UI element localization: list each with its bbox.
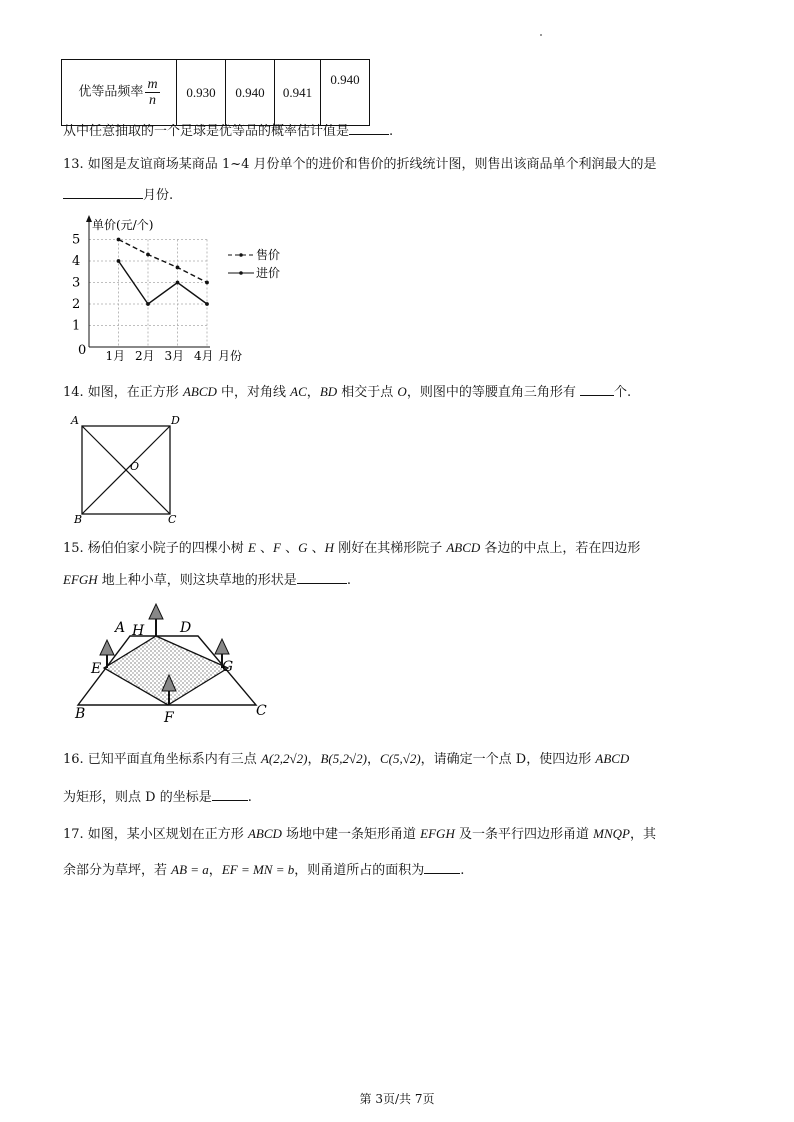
trapezoid-yard-diagram: [70, 598, 280, 726]
q15-text: [63, 540, 640, 557]
math-ef-eq-mn-eq-b: EF = MN = b: [221, 862, 295, 877]
q15-suffix: 各边的中点上，若在四边形: [480, 541, 641, 556]
label-b: B: [74, 513, 83, 526]
q15-mid: 刚好在其梯形院子: [334, 541, 447, 556]
value-cell: 0.941: [275, 60, 321, 126]
label-e: E: [91, 661, 102, 677]
label-o: O: [130, 460, 140, 473]
q17-end: .: [460, 863, 465, 878]
math-bd: BD: [319, 384, 338, 399]
point-b: B(5,2√2): [320, 751, 367, 766]
frac-denominator: n: [149, 93, 156, 108]
y-tick-label: 5: [72, 232, 81, 248]
q15-sep3: 、: [307, 541, 325, 556]
answer-blank: [580, 383, 614, 396]
data-point: [205, 302, 209, 306]
math-mnqp: MNQP: [593, 826, 630, 841]
q17-sep: ，: [208, 863, 222, 878]
label-b: B: [75, 706, 86, 722]
q16-line2: [63, 788, 252, 806]
table-row: [62, 60, 370, 126]
value-cell: 0.930: [177, 60, 226, 126]
q15-prefix: 15. 杨伯伯家小院子的四棵小树: [63, 541, 248, 556]
label-g: G: [222, 659, 234, 675]
point-c: C(5,√2): [379, 751, 421, 766]
math-abcd: ABCD: [247, 826, 282, 841]
q16-end: .: [247, 790, 252, 805]
q15-sep2: 、: [281, 541, 299, 556]
price-line-chart: [58, 212, 281, 368]
math-abcd: ABCD: [595, 751, 630, 766]
q13-text: 13. 如图是友谊商场某商品 1~4 月份单个的进价和售价的折线统计图，则售出该商品单个利润最大的是: [63, 157, 657, 172]
q14-mid1: 中，对角线: [216, 385, 291, 400]
x-axis-label: 月份: [218, 349, 243, 363]
q17-line2: [63, 861, 464, 879]
y-tick-label: 3: [72, 275, 81, 291]
math-f: F: [273, 540, 281, 555]
q16-line2-text: 为矩形，则点 D 的坐标是: [63, 790, 212, 805]
label-a: A: [71, 414, 79, 427]
data-point: [146, 302, 150, 306]
q17-line2-text: 余部分为草坪，若: [63, 863, 172, 878]
y-tick-label: 2: [72, 297, 81, 312]
math-e: E: [247, 540, 256, 555]
x-tick-label: 2月: [135, 349, 155, 363]
q13-line2: [63, 186, 173, 204]
q13-end: 月份.: [143, 188, 174, 203]
label-d: D: [171, 414, 180, 427]
q16-prefix: 16. 已知平面直角坐标系内有三点: [63, 752, 261, 767]
q16-text: [63, 751, 629, 768]
q12-end: .: [389, 124, 394, 139]
data-point: [117, 259, 121, 263]
answer-blank: [297, 571, 347, 584]
q12-text: 从中任意抽取的一个足球是优等品的概率估计值是: [63, 124, 350, 139]
q12-tail: [63, 122, 393, 140]
q17-prefix: 17. 如图，某小区规划在正方形: [63, 827, 248, 842]
legend-marker-buy: [239, 271, 243, 275]
page-footer: 第 3页/共 7页: [359, 1092, 435, 1106]
data-point: [176, 266, 180, 270]
legend-label-buy: 进价: [256, 266, 281, 280]
label-h: H: [132, 623, 145, 639]
q14-sep: ，: [306, 385, 320, 400]
q15-line2: [63, 571, 351, 589]
q14-mid2: 相交于点: [337, 385, 398, 400]
q14-end: 个.: [613, 385, 632, 400]
q15-line2-text: 地上种小草，则这块草地的形状是: [97, 573, 297, 588]
point-a: A(2,2√2): [260, 751, 308, 766]
q14-suffix: ，则图中的等腰直角三角形有: [406, 385, 580, 400]
q17-mid: 场地中建一条矩形甬道: [281, 827, 421, 842]
math-h: H: [324, 540, 335, 555]
legend-marker-sell: [239, 253, 243, 257]
value-cell: 0.940: [226, 60, 275, 126]
math-efgh: EFGH: [63, 572, 98, 587]
data-point: [205, 281, 209, 285]
data-point: [146, 253, 150, 257]
math-ab-eq-a: AB = a: [171, 862, 209, 877]
x-tick-label: 3月: [164, 349, 185, 363]
data-point: [176, 281, 180, 285]
math-efgh: EFGH: [420, 826, 455, 841]
label-d: D: [180, 620, 192, 636]
q16-sep: ，: [307, 752, 321, 767]
x-tick-label: 4月: [194, 349, 214, 363]
tree-h: [149, 604, 163, 636]
q16-suffix: ，请确定一个点 D，使四边形: [420, 752, 596, 767]
row-label-cell: [62, 60, 177, 126]
math-abcd: ABCD: [182, 384, 217, 399]
scan-dot: [540, 34, 542, 36]
q17-text: [63, 826, 656, 843]
label-f: F: [164, 710, 174, 726]
data-point: [117, 238, 121, 242]
frac-numerator: m: [147, 77, 158, 92]
q15-end: .: [346, 573, 351, 588]
frequency-table: [61, 59, 370, 126]
math-o: O: [397, 384, 407, 399]
q15-sep1: 、: [255, 541, 274, 556]
label-c: C: [256, 703, 267, 719]
q17-mid2: 及一条平行四边形甬道: [454, 827, 594, 842]
q14-text: [63, 383, 631, 401]
y-axis-label: 单价(元/个): [92, 218, 154, 232]
legend-label-sell: 售价: [256, 248, 281, 262]
math-g: G: [298, 540, 308, 555]
row-label: 优等品频率: [78, 83, 144, 99]
y-tick-label: 1: [72, 318, 81, 334]
answer-blank: [63, 186, 143, 199]
label-a: A: [115, 620, 126, 636]
value-cell: 0.940: [321, 60, 370, 126]
square-diagram: [68, 410, 188, 528]
answer-blank: [349, 122, 389, 135]
q17-line2-end: ，则甬道所占的面积为: [294, 863, 425, 878]
q17-suffix: ，其: [629, 827, 656, 842]
y-tick-label: 4: [72, 254, 81, 269]
answer-blank: [212, 788, 248, 801]
q14-prefix: 14. 如图，在正方形: [63, 385, 183, 400]
math-ac: AC: [290, 384, 307, 399]
q16-sep: ，: [366, 752, 380, 767]
fraction-m-over-n: [145, 77, 159, 108]
y-tick-label: 0: [78, 343, 87, 358]
answer-blank: [424, 861, 460, 874]
label-c: C: [168, 513, 177, 526]
math-abcd: ABCD: [446, 540, 481, 555]
x-tick-label: 1月: [105, 349, 126, 363]
